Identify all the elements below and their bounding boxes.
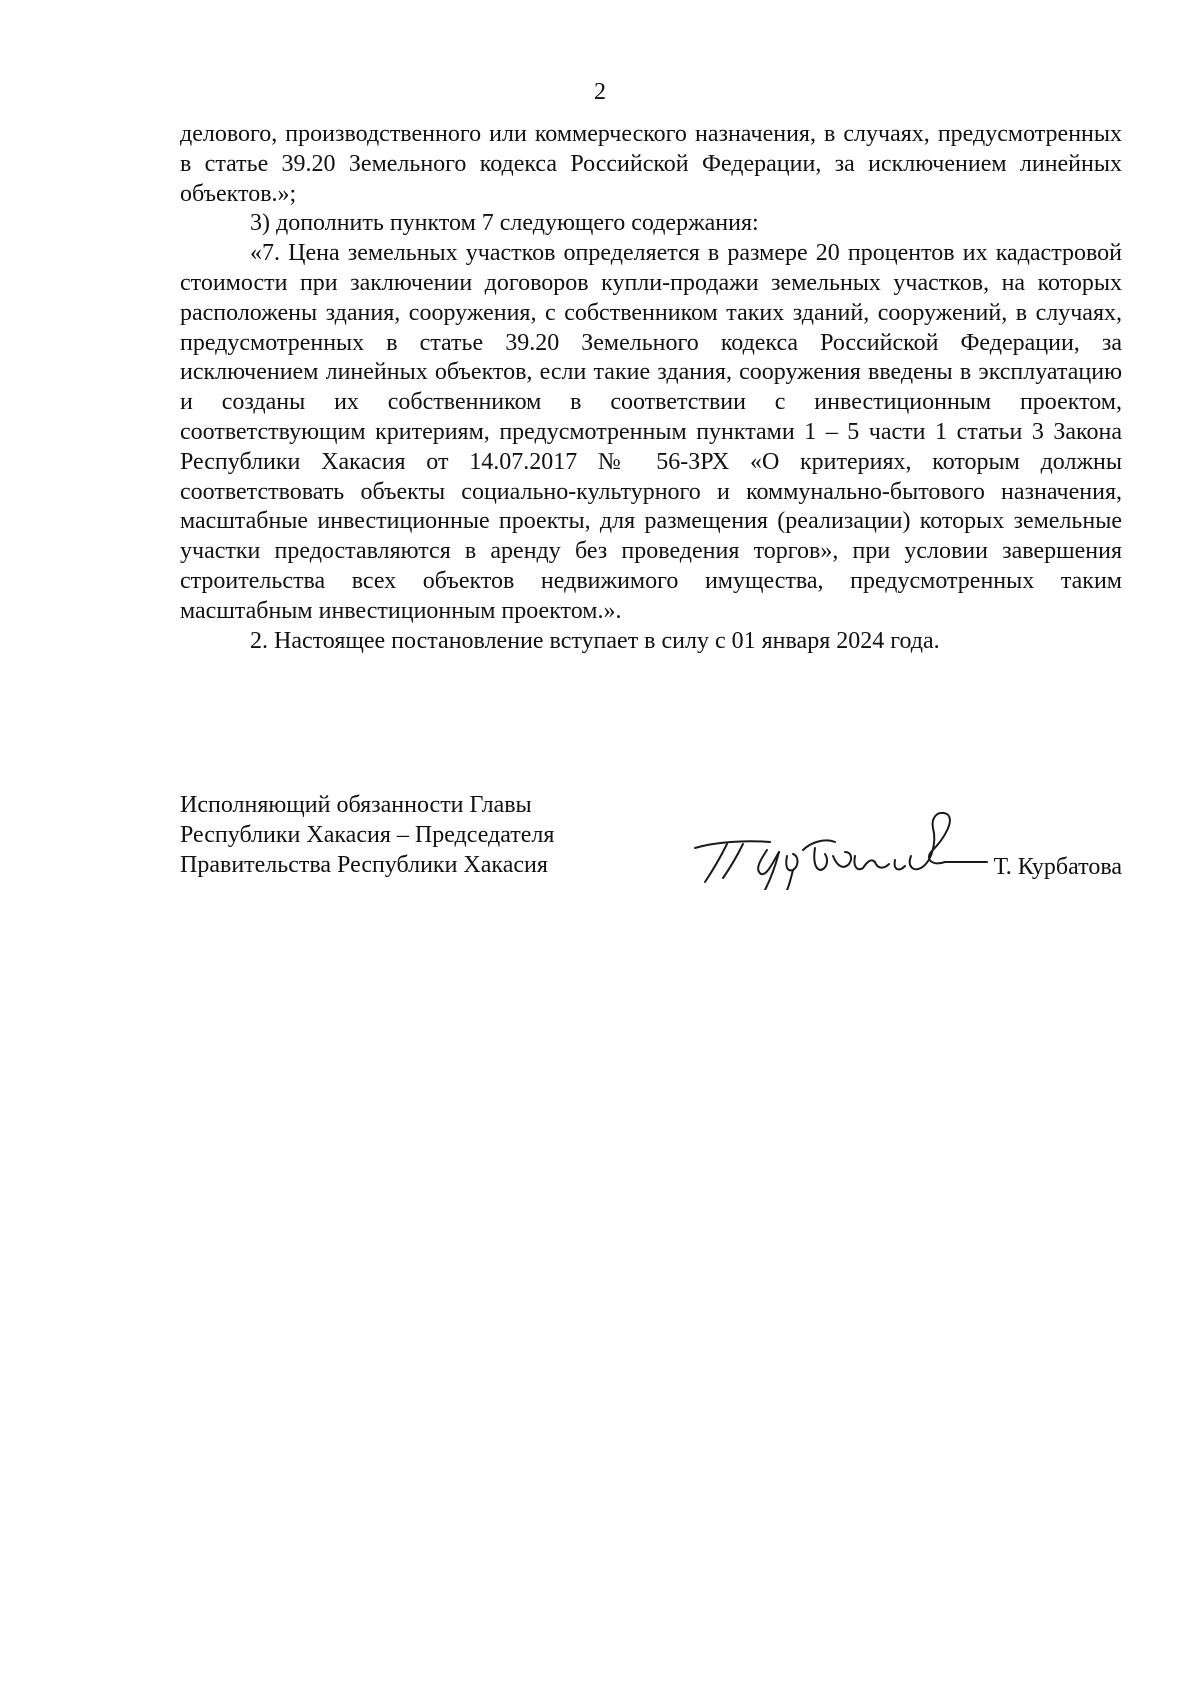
paragraph-effective-date: 2. Настоящее постановление вступает в силу с 01 января 2024 года. bbox=[250, 627, 940, 654]
handwritten-signature bbox=[675, 790, 995, 890]
signer-title bbox=[180, 790, 554, 880]
paragraph-point-7: «7. Цена земельных участков определяется в размере 20 процентов их кадастровой стоимости при заключении договоров купли-продажи земельных участков, на которых расположены здания, сооружения, с собственником таких зданий, сооружений, в случаях, предусмотренных в статье 39.20 Земельного кодекса Российской Федерации, за исключением линейных объектов, если такие здания, сооружения введены в эксплуатацию и созданы их собственником в соответствии с инвестиционным проектом, соответствующим критериям, предусмотренным пунктами 1 – 5 части 1 статьи 3 Закона Республики Хакасия от 14.07.2017 № 56-ЗРХ «О критериях, которым должны соответствовать объекты социально-культурного и коммунально-бытового назначения, масштабные инвестиционные проекты, для размещения (реализации) которых земельные участки предоставляются в аренду без проведения торгов», при условии завершения строительства всех объектов недвижимого имущества, предусмотренных таким масштабным инвестиционным проектом.». bbox=[180, 240, 1122, 624]
signer-title-line-3: Правительства Республики Хакасия bbox=[180, 852, 548, 878]
paragraph-continuation: делового, производственного или коммерческого назначения, в случаях, предусмотренных в статье 39.20 Земельного кодекса Российской Федерации, за исключением линейных объектов.»; bbox=[180, 121, 1122, 207]
signer-title-line-2: Республики Хакасия – Председателя bbox=[180, 822, 555, 848]
page-number: 2 bbox=[594, 79, 606, 105]
signature-block bbox=[180, 790, 1122, 900]
document-body bbox=[180, 120, 1122, 656]
paragraph-amendment-item-3: 3) дополнить пунктом 7 следующего содержания: bbox=[250, 210, 759, 237]
signer-name: Т. Курбатова bbox=[993, 854, 1122, 880]
signer-title-line-1: Исполняющий обязанности Главы bbox=[180, 792, 532, 818]
